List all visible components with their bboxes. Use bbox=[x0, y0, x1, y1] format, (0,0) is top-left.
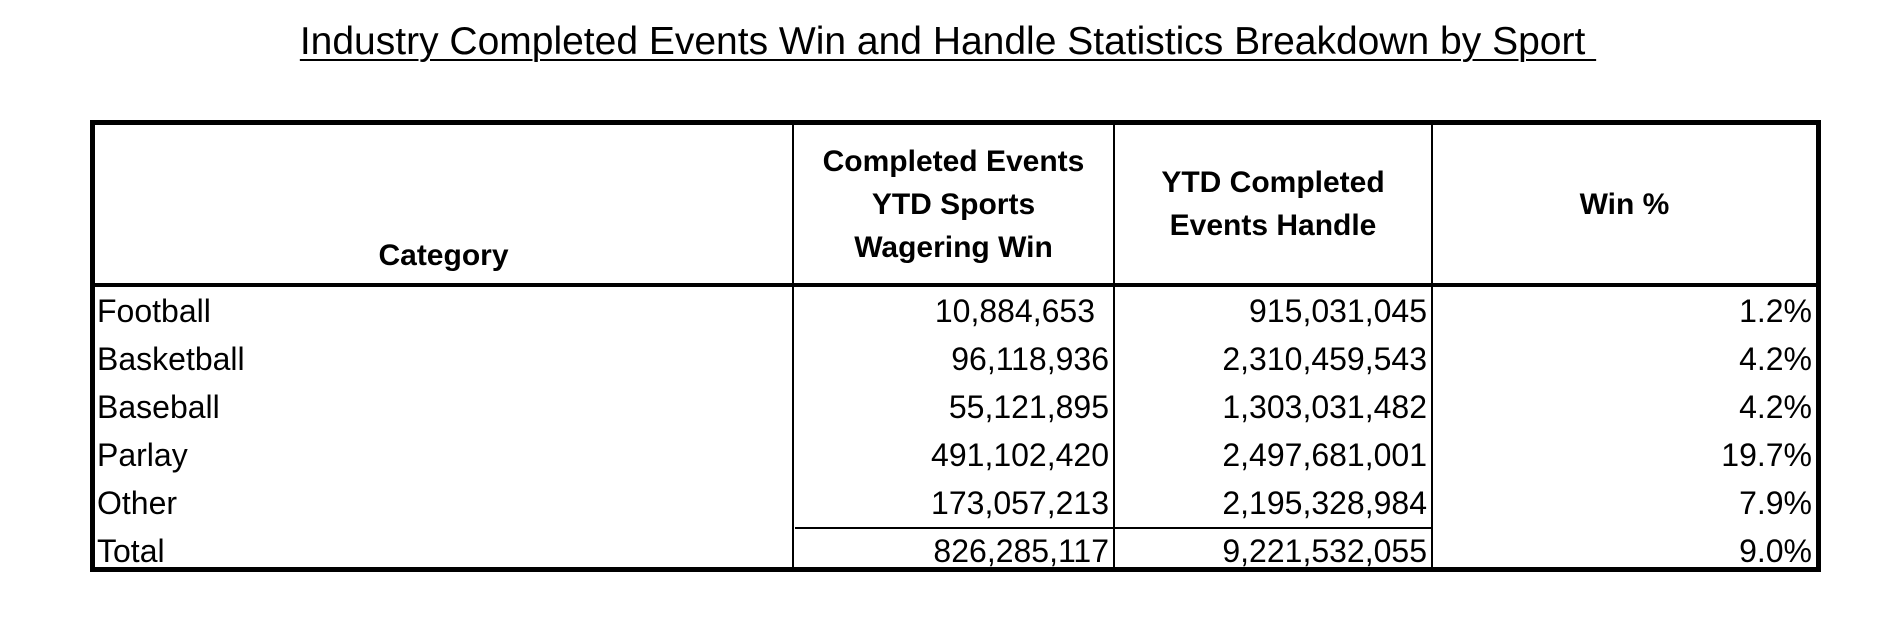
table-row bbox=[95, 287, 1816, 335]
cell-win-percent: 1.2% bbox=[1739, 293, 1812, 329]
statistics-table bbox=[90, 120, 1821, 572]
cell-handle: 2,195,328,984 bbox=[1222, 485, 1427, 521]
cell-category: Parlay bbox=[97, 437, 188, 473]
cell-win: 10,884,653 bbox=[934, 293, 1095, 329]
cell-handle: 1,303,031,482 bbox=[1222, 389, 1427, 425]
cell-win: 491,102,420 bbox=[931, 437, 1109, 473]
cell-category: Basketball bbox=[97, 341, 245, 377]
cell-win-percent: 7.9% bbox=[1739, 485, 1812, 521]
header-win-percent: Win % bbox=[1579, 187, 1670, 221]
table-row bbox=[95, 335, 1816, 383]
table-row bbox=[95, 383, 1816, 431]
cell-win: 173,057,213 bbox=[931, 485, 1109, 521]
cell-handle: 915,031,045 bbox=[1249, 293, 1427, 329]
page-title: Industry Completed Events Win and Handle Statistics Breakdown by Sport bbox=[299, 20, 1597, 63]
cell-win: 826,285,117 bbox=[933, 533, 1109, 569]
header-category: Category bbox=[378, 239, 509, 272]
table-row bbox=[95, 479, 1816, 527]
cell-win: 96,118,936 bbox=[951, 341, 1109, 377]
header-sports-wagering-win: Completed Events YTD Sports Wagering Win bbox=[822, 144, 1085, 264]
cell-win-percent: 4.2% bbox=[1739, 341, 1812, 377]
cell-win-percent: 4.2% bbox=[1739, 389, 1812, 425]
cell-win: 55,121,895 bbox=[948, 389, 1109, 425]
cell-handle: 9,221,532,055 bbox=[1222, 533, 1427, 569]
cell-category: Baseball bbox=[97, 389, 220, 425]
cell-category: Total bbox=[97, 533, 165, 569]
total-row bbox=[95, 527, 1816, 575]
cell-category: Football bbox=[97, 293, 211, 329]
cell-handle: 2,310,459,543 bbox=[1222, 341, 1427, 377]
header-events-handle: YTD Completed Events Handle bbox=[1161, 166, 1385, 242]
cell-category: Other bbox=[97, 485, 178, 521]
cell-handle: 2,497,681,001 bbox=[1222, 437, 1427, 473]
cell-win-percent: 9.0% bbox=[1739, 533, 1812, 569]
table-row bbox=[95, 431, 1816, 479]
cell-win-percent: 19.7% bbox=[1721, 437, 1812, 473]
